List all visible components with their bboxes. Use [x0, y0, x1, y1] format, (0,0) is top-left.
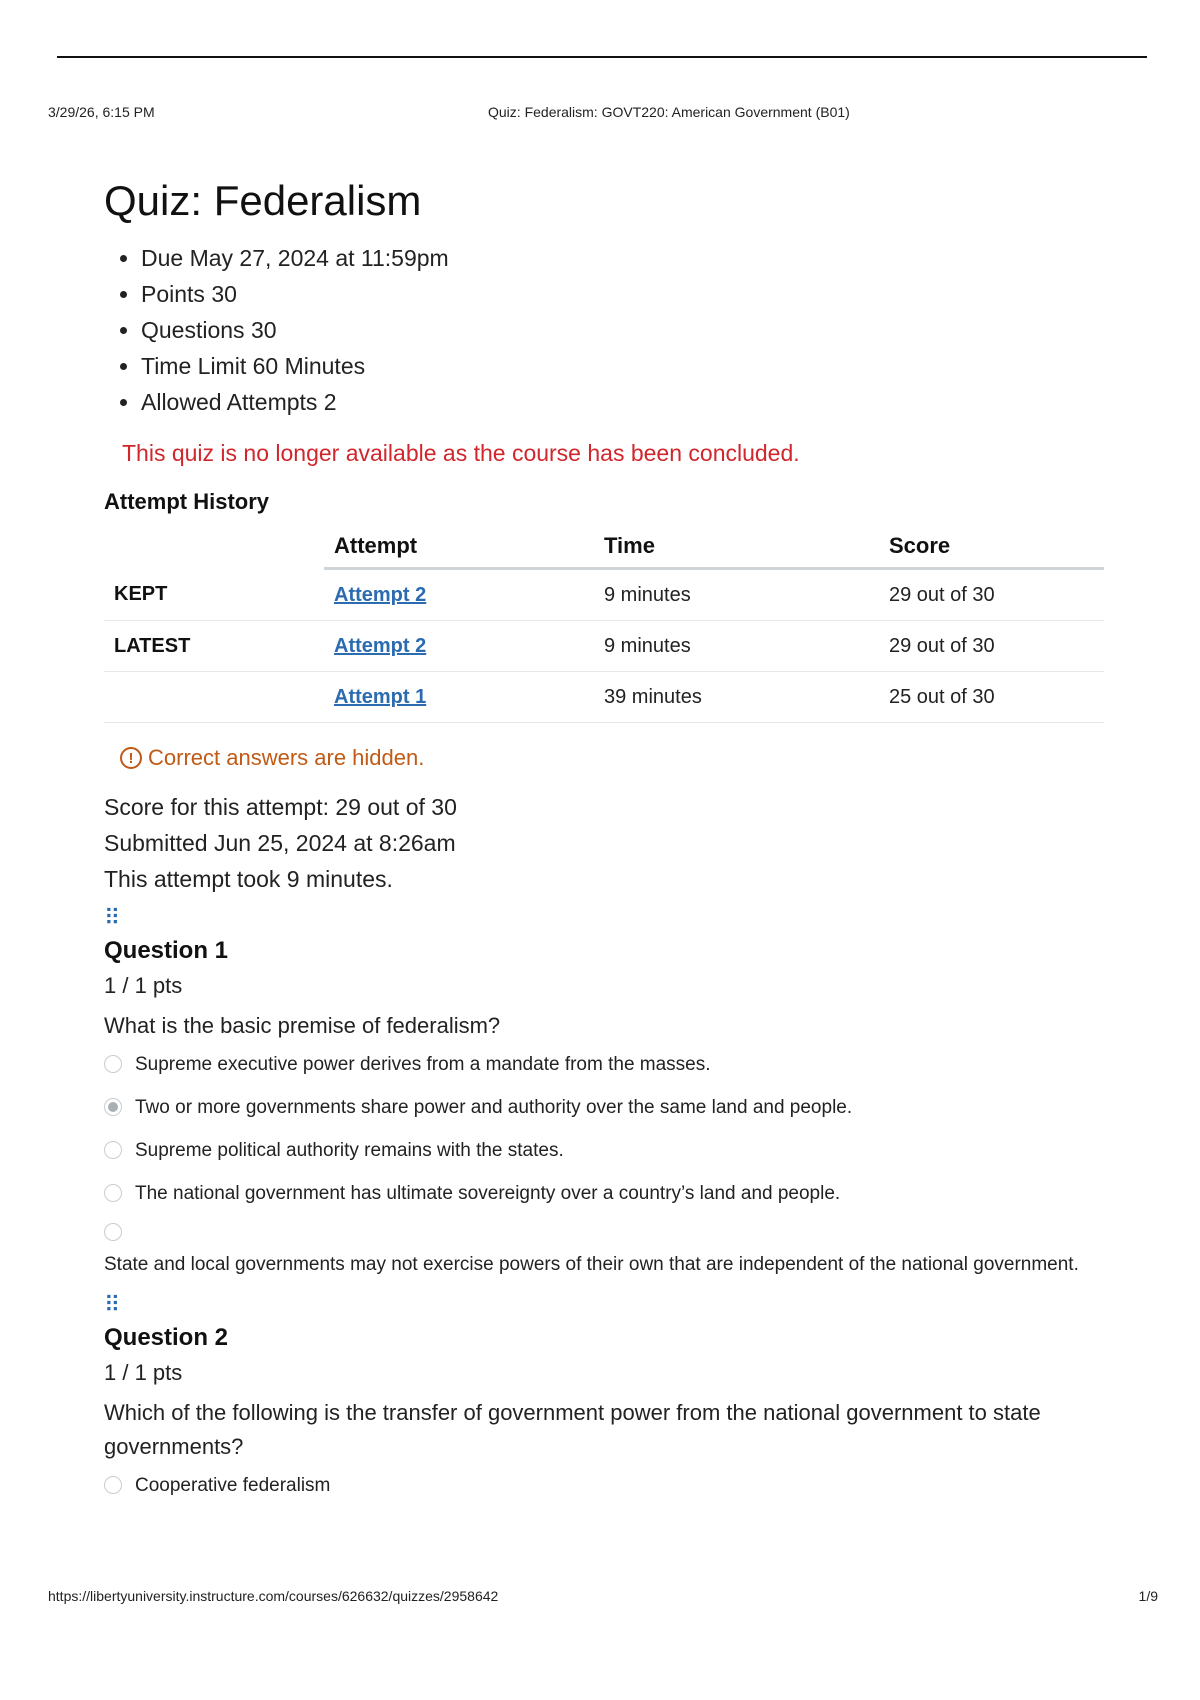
attempt-cell: [324, 569, 594, 621]
attempt-cell: [324, 672, 594, 723]
print-datetime: 3/29/26, 6:15 PM: [48, 104, 155, 120]
attempt-history-header-row: [104, 525, 1104, 569]
answer-text: Supreme political authority remains with the states.: [135, 1140, 564, 1162]
correct-answers-hidden-notice: [120, 745, 1104, 771]
print-page-title: Quiz: Federalism: GOVT220: American Government (B01): [488, 104, 850, 120]
attempt-score-summary: Score for this attempt: 29 out of 30: [104, 794, 457, 821]
answer-text: Two or more governments share power and authority over the same land and people.: [135, 1097, 853, 1119]
answer-text: Cooperative federalism: [135, 1475, 331, 1497]
quiz-questions-count: • Questions 30: [141, 312, 1104, 348]
attempt-history-table: [104, 525, 1104, 723]
radio-button[interactable]: [104, 1476, 122, 1494]
page-url: https://libertyuniversity.instructure.com/courses/626632/quizzes/2958642: [48, 1588, 499, 1604]
answer-text: The national government has ultimate sovereignty over a country’s land and people.: [135, 1183, 841, 1205]
attempt-duration: This attempt took 9 minutes.: [104, 866, 393, 893]
page-number: 1/9: [1138, 1588, 1158, 1604]
notice-text: Correct answers are hidden.: [148, 745, 425, 771]
table-row: [104, 672, 1104, 723]
attempt-row-label: [104, 672, 324, 723]
attempt-time: 39 minutes: [594, 672, 879, 723]
question-points: 1 / 1 pts: [104, 1360, 183, 1386]
answer-option: [104, 1094, 1104, 1122]
question-text: Which of the following is the transfer of government power from the national government to state governments?: [104, 1400, 1041, 1460]
question-2: [104, 1294, 1104, 1500]
attempt-link[interactable]: Attempt 1: [334, 685, 427, 708]
top-rule: [57, 56, 1147, 58]
quiz-title: Quiz: Federalism: [104, 177, 422, 224]
radio-button[interactable]: [104, 1184, 122, 1202]
radio-button[interactable]: [104, 1141, 122, 1159]
question-title: Question 2: [104, 1324, 229, 1352]
table-row: [104, 569, 1104, 621]
answer-text: State and local governments may not exercise powers of their own that are independent of the national government.: [104, 1254, 1079, 1276]
attempt-summary: [104, 789, 1104, 897]
attempt-score: 29 out of 30: [879, 621, 1104, 672]
header-label: [104, 525, 324, 569]
answer-option: [104, 1472, 1104, 1500]
attempt-time: 9 minutes: [594, 569, 879, 621]
drag-handle-icon: ⠿: [104, 905, 117, 931]
attempt-row-label: LATEST: [104, 621, 324, 672]
header-time: Time: [594, 525, 879, 569]
drag-handle-icon: ⠿: [104, 1292, 117, 1318]
radio-button[interactable]: [104, 1055, 122, 1073]
quiz-unavailable-notice: This quiz is no longer available as the course has been concluded.: [122, 440, 800, 467]
question-title: Question 1: [104, 937, 229, 965]
attempt-time: 9 minutes: [594, 621, 879, 672]
question-text: What is the basic premise of federalism?: [104, 1013, 501, 1039]
quiz-points: • Points 30: [141, 276, 1104, 312]
question-1: [104, 907, 1104, 1279]
quiz-content: [104, 178, 1104, 1515]
quiz-due-date: • Due May 27, 2024 at 11:59pm: [141, 240, 1104, 276]
attempt-score: 25 out of 30: [879, 672, 1104, 723]
warning-circle-icon: !: [120, 747, 142, 769]
attempt-cell: [324, 621, 594, 672]
header-attempt: Attempt: [324, 525, 594, 569]
answer-option: [104, 1051, 1104, 1079]
answer-option: [104, 1223, 1104, 1279]
quiz-allowed-attempts: • Allowed Attempts 2: [141, 384, 1104, 420]
attempt-history-heading: Attempt History: [104, 489, 270, 515]
radio-button-selected[interactable]: [104, 1098, 122, 1116]
answer-option: [104, 1180, 1104, 1208]
radio-button[interactable]: [104, 1223, 122, 1241]
header-score: Score: [879, 525, 1104, 569]
table-row: [104, 621, 1104, 672]
quiz-meta-list: [104, 240, 1104, 420]
attempt-score: 29 out of 30: [879, 569, 1104, 621]
attempt-row-label: KEPT: [104, 569, 324, 621]
answer-list: [104, 1472, 1104, 1500]
attempt-submitted: Submitted Jun 25, 2024 at 8:26am: [104, 830, 456, 857]
answer-option: [104, 1137, 1104, 1165]
attempt-link[interactable]: Attempt 2: [334, 583, 427, 606]
answer-list: [104, 1051, 1104, 1279]
question-points: 1 / 1 pts: [104, 973, 183, 999]
quiz-time-limit: • Time Limit 60 Minutes: [141, 348, 1104, 384]
attempt-link[interactable]: Attempt 2: [334, 634, 427, 657]
answer-text: Supreme executive power derives from a mandate from the masses.: [135, 1054, 711, 1076]
